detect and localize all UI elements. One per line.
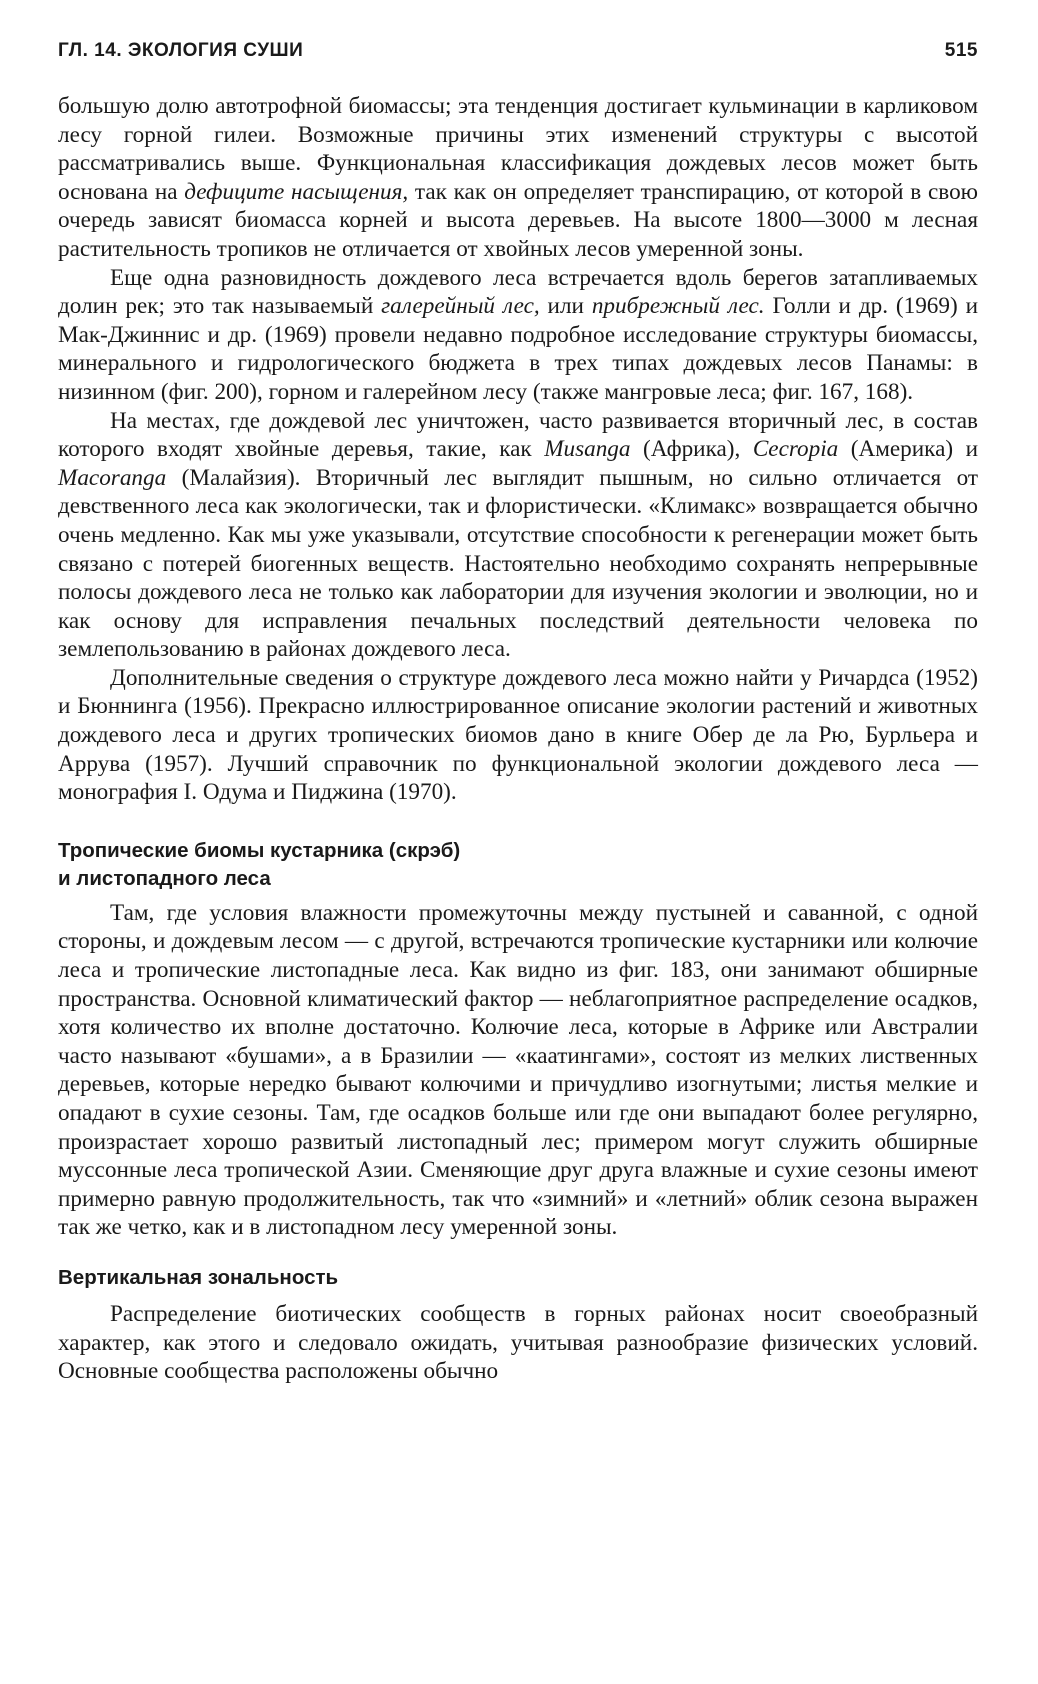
genus-name: Cecropia: [752, 436, 839, 463]
page-number: 515: [944, 40, 978, 61]
text-run: или: [539, 293, 592, 320]
text-run: На местах, где дождевой лес уничтожен, часто развивается вторичный лес, в состав которого входят хвойные деревья, такие, как: [58, 407, 978, 463]
paragraph-6: Распределение биотических сообществ в горных районах носит своеобразный характер, как этого и следовало ожидать, учитывая разнообразие физических условий. Основные сообщества расположены обычно: [58, 1300, 978, 1385]
text-run: (Малайзия). Вторичный лес выглядит пышным, но сильно отличается от девственного леса как экологически, так и флористически. «Климакс» возвращается обычно очень медленно. Как мы уже указывали, отсутствие способности к регенерации может быть связано с потерей биогенных веществ. Настоятельно необходимо сохранять непрерывные полосы дождевого леса не только как лаборатории для изучения экологии и эволюции, но и как основу для исправления печальных последствий деятельности человека по землепользованию в районах дождевого леса.: [58, 464, 978, 663]
section-heading-vertical-zonality: Вертикальная зональность: [58, 1265, 339, 1289]
text-run: Голли и др. (1969) и Мак-Джиннис и др. (1969) провели недавно подробное исследование структуры биомассы, минерального и гидрологического бюджета в трех типах дождевых лесов Панамы: в низинном (фиг. 200), горном и галерейном лесу (также мангровые леса; фиг. 167, 168).: [58, 293, 979, 405]
genus-name: Musanga: [544, 436, 631, 463]
paragraph-5: Там, где условия влажности промежуточны между пустыней и саванной, с одной стороны, и дождевым лесом — с другой, встречаются тропические кустарники или колючие леса и тропические листопадные леса. Как видно из фиг. 183, они занимают обширные пространства. Основной климатический фактор — неблагоприятное распределение осадков, хотя количество их вполне достаточно. Колючие леса, которые в Африке или Австралии часто называют «бушами», а в Бразилии — «каатингами», состоят из мелких лиственных деревьев, которые нередко бывают колючими и причудливо изогнутыми; листья мелкие и опадают в сухие сезоны. Там, где осадков больше или где они выпадают более регулярно, произрастает хорошо развитый листопадный лес; примером могут служить обширные муссонные леса тропической Азии. Сменяющие друг друга влажные и сухие сезоны имеют примерно равную продолжительность, так что «зимний» и «летний» облик сезона выражен так же четко, как и в листопадном лесу умеренной зоны.: [58, 899, 978, 1241]
genus-name: Macoranga: [58, 464, 167, 491]
text-run: большую долю автотрофной биомассы; эта тенденция достигает кульминации в карликовом лесу горной гилеи. Возможные причины этих изменений структуры с высотой рассматривались выше. Функциональная классификация дождевых лесов может быть основана на: [58, 93, 978, 205]
paragraph-4: Дополнительные сведения о структуре дождевого леса можно найти у Ричардса (1952) и Бюннинга (1956). Прекрасно иллюстрированное описание экологии растений и животных дождевого леса и других тропических биомов дано в книге Обер де ла Рю, Бурльера и Аррува (1957). Лучший справочник по функциональной экологии дождевого леса — монография I. Одума и Пиджина (1970).: [58, 664, 978, 806]
italic-term: галерейный лес,: [381, 293, 540, 320]
paragraph-3: [58, 407, 978, 664]
heading-line: Тропические биомы кустарника (скрэб): [58, 838, 461, 862]
paragraph-2: [58, 264, 978, 407]
text-run: так как он определяет транспирацию, от которой в свою очередь зависят биомасса корней и высота деревьев. На высоте 1800—3000 м лесная растительность тропиков не отличается от хвойных лесов умеренной зоны.: [58, 178, 978, 262]
text-run: Еще одна разновидность дождевого леса встречается вдоль берегов затапливаемых долин рек; это так называемый: [58, 264, 978, 320]
italic-term: прибрежный лес.: [591, 293, 765, 320]
italic-term: дефиците насыщения,: [184, 178, 409, 205]
heading-line: и листопадного леса: [58, 866, 271, 890]
chapter-title: ГЛ. 14. ЭКОЛОГИЯ СУШИ: [58, 40, 304, 61]
text-run: (Америка) и: [838, 436, 978, 463]
text-run: (Африка),: [630, 436, 753, 463]
book-page: [58, 40, 978, 1386]
paragraph-1: [58, 92, 978, 264]
main-text: [58, 92, 978, 1386]
section-heading-tropical-biomes: [58, 837, 978, 893]
running-header: [58, 40, 978, 80]
